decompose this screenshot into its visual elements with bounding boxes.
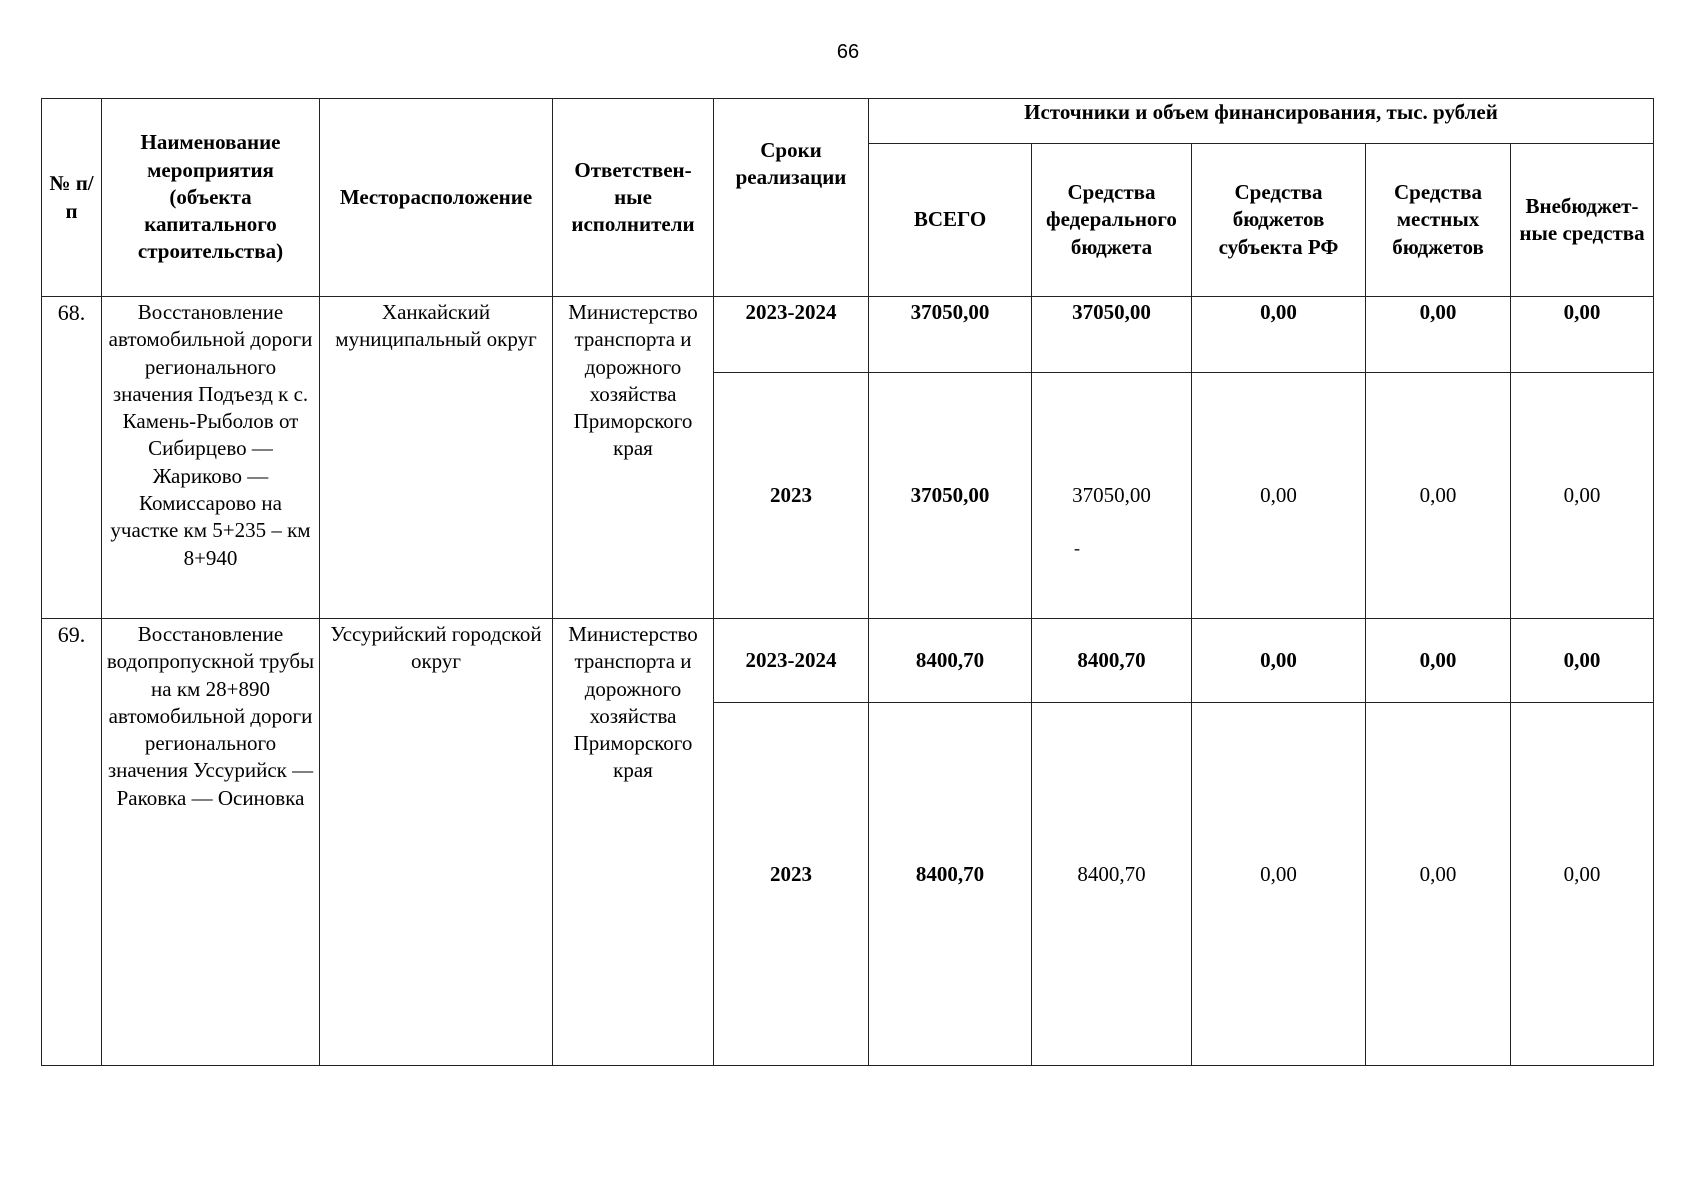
- period-total: 8400,70: [869, 619, 1032, 703]
- period-local: 0,00: [1366, 703, 1511, 1066]
- period-extra: 0,00: [1511, 619, 1654, 703]
- header-local: Средства местных бюджетов: [1366, 144, 1511, 297]
- period-local: 0,00: [1366, 373, 1511, 619]
- row-name: Восстановление водопропускной трубы на км 28+890 автомобильной дороги регионального значения Уссурийск — Раковка — Осиновка: [102, 619, 320, 1066]
- period-total: 8400,70: [869, 703, 1032, 1066]
- period-local: 0,00: [1366, 297, 1511, 373]
- row-name: Восстановление автомобильной дороги регионального значения Подъезд к с. Камень-Рыболов от Сибирцево — Жариково — Комиссарово на участке км 5+235 – км 8+940: [102, 297, 320, 619]
- period-federal: 8400,70: [1032, 619, 1192, 703]
- table-row: [42, 619, 1654, 703]
- header-sources-title: Источники и объем финансирования, тыс. рублей: [869, 99, 1654, 144]
- header-federal: Средства федерального бюджета: [1032, 144, 1192, 297]
- period-total: 37050,00: [869, 297, 1032, 373]
- period-federal: 37050,00: [1032, 373, 1192, 619]
- stray-dash-mark: -: [1074, 538, 1080, 558]
- row-num: 69.: [42, 619, 102, 1066]
- header-location: Месторасположение: [320, 99, 553, 297]
- period-extra: 0,00: [1511, 703, 1654, 1066]
- header-terms: Сроки реализации: [714, 99, 869, 297]
- period-extra: 0,00: [1511, 297, 1654, 373]
- header-total: ВСЕГО: [869, 144, 1032, 297]
- period-total: 37050,00: [869, 373, 1032, 619]
- header-executors: Ответствен-ные исполнители: [553, 99, 714, 297]
- row-executor: Министерство транспорта и дорожного хозяйства Приморского края: [553, 297, 714, 619]
- period-term: 2023: [714, 373, 869, 619]
- period-subject: 0,00: [1192, 703, 1366, 1066]
- row-executor: Министерство транспорта и дорожного хозяйства Приморского края: [553, 619, 714, 1066]
- row-location: Уссурийский городской округ: [320, 619, 553, 1066]
- period-term: 2023-2024: [714, 619, 869, 703]
- row-location: Ханкайский муниципальный округ: [320, 297, 553, 619]
- period-term: 2023: [714, 703, 869, 1066]
- row-num: 68.: [42, 297, 102, 619]
- financing-table: [41, 98, 1654, 1066]
- period-extra: 0,00: [1511, 373, 1654, 619]
- period-subject: 0,00: [1192, 373, 1366, 619]
- header-subject: Средства бюджетов субъекта РФ: [1192, 144, 1366, 297]
- page-number: 66: [836, 41, 860, 63]
- period-subject: 0,00: [1192, 297, 1366, 373]
- period-federal: 8400,70: [1032, 703, 1192, 1066]
- period-federal: 37050,00: [1032, 297, 1192, 373]
- header-extra: Внебюджет-ные средства: [1511, 144, 1654, 297]
- header-num: № п/п: [42, 99, 102, 297]
- period-term: 2023-2024: [714, 297, 869, 373]
- period-local: 0,00: [1366, 619, 1511, 703]
- header-name: Наименование мероприятия (объекта капитального строительства): [102, 99, 320, 297]
- table-row: [42, 297, 1654, 373]
- period-subject: 0,00: [1192, 619, 1366, 703]
